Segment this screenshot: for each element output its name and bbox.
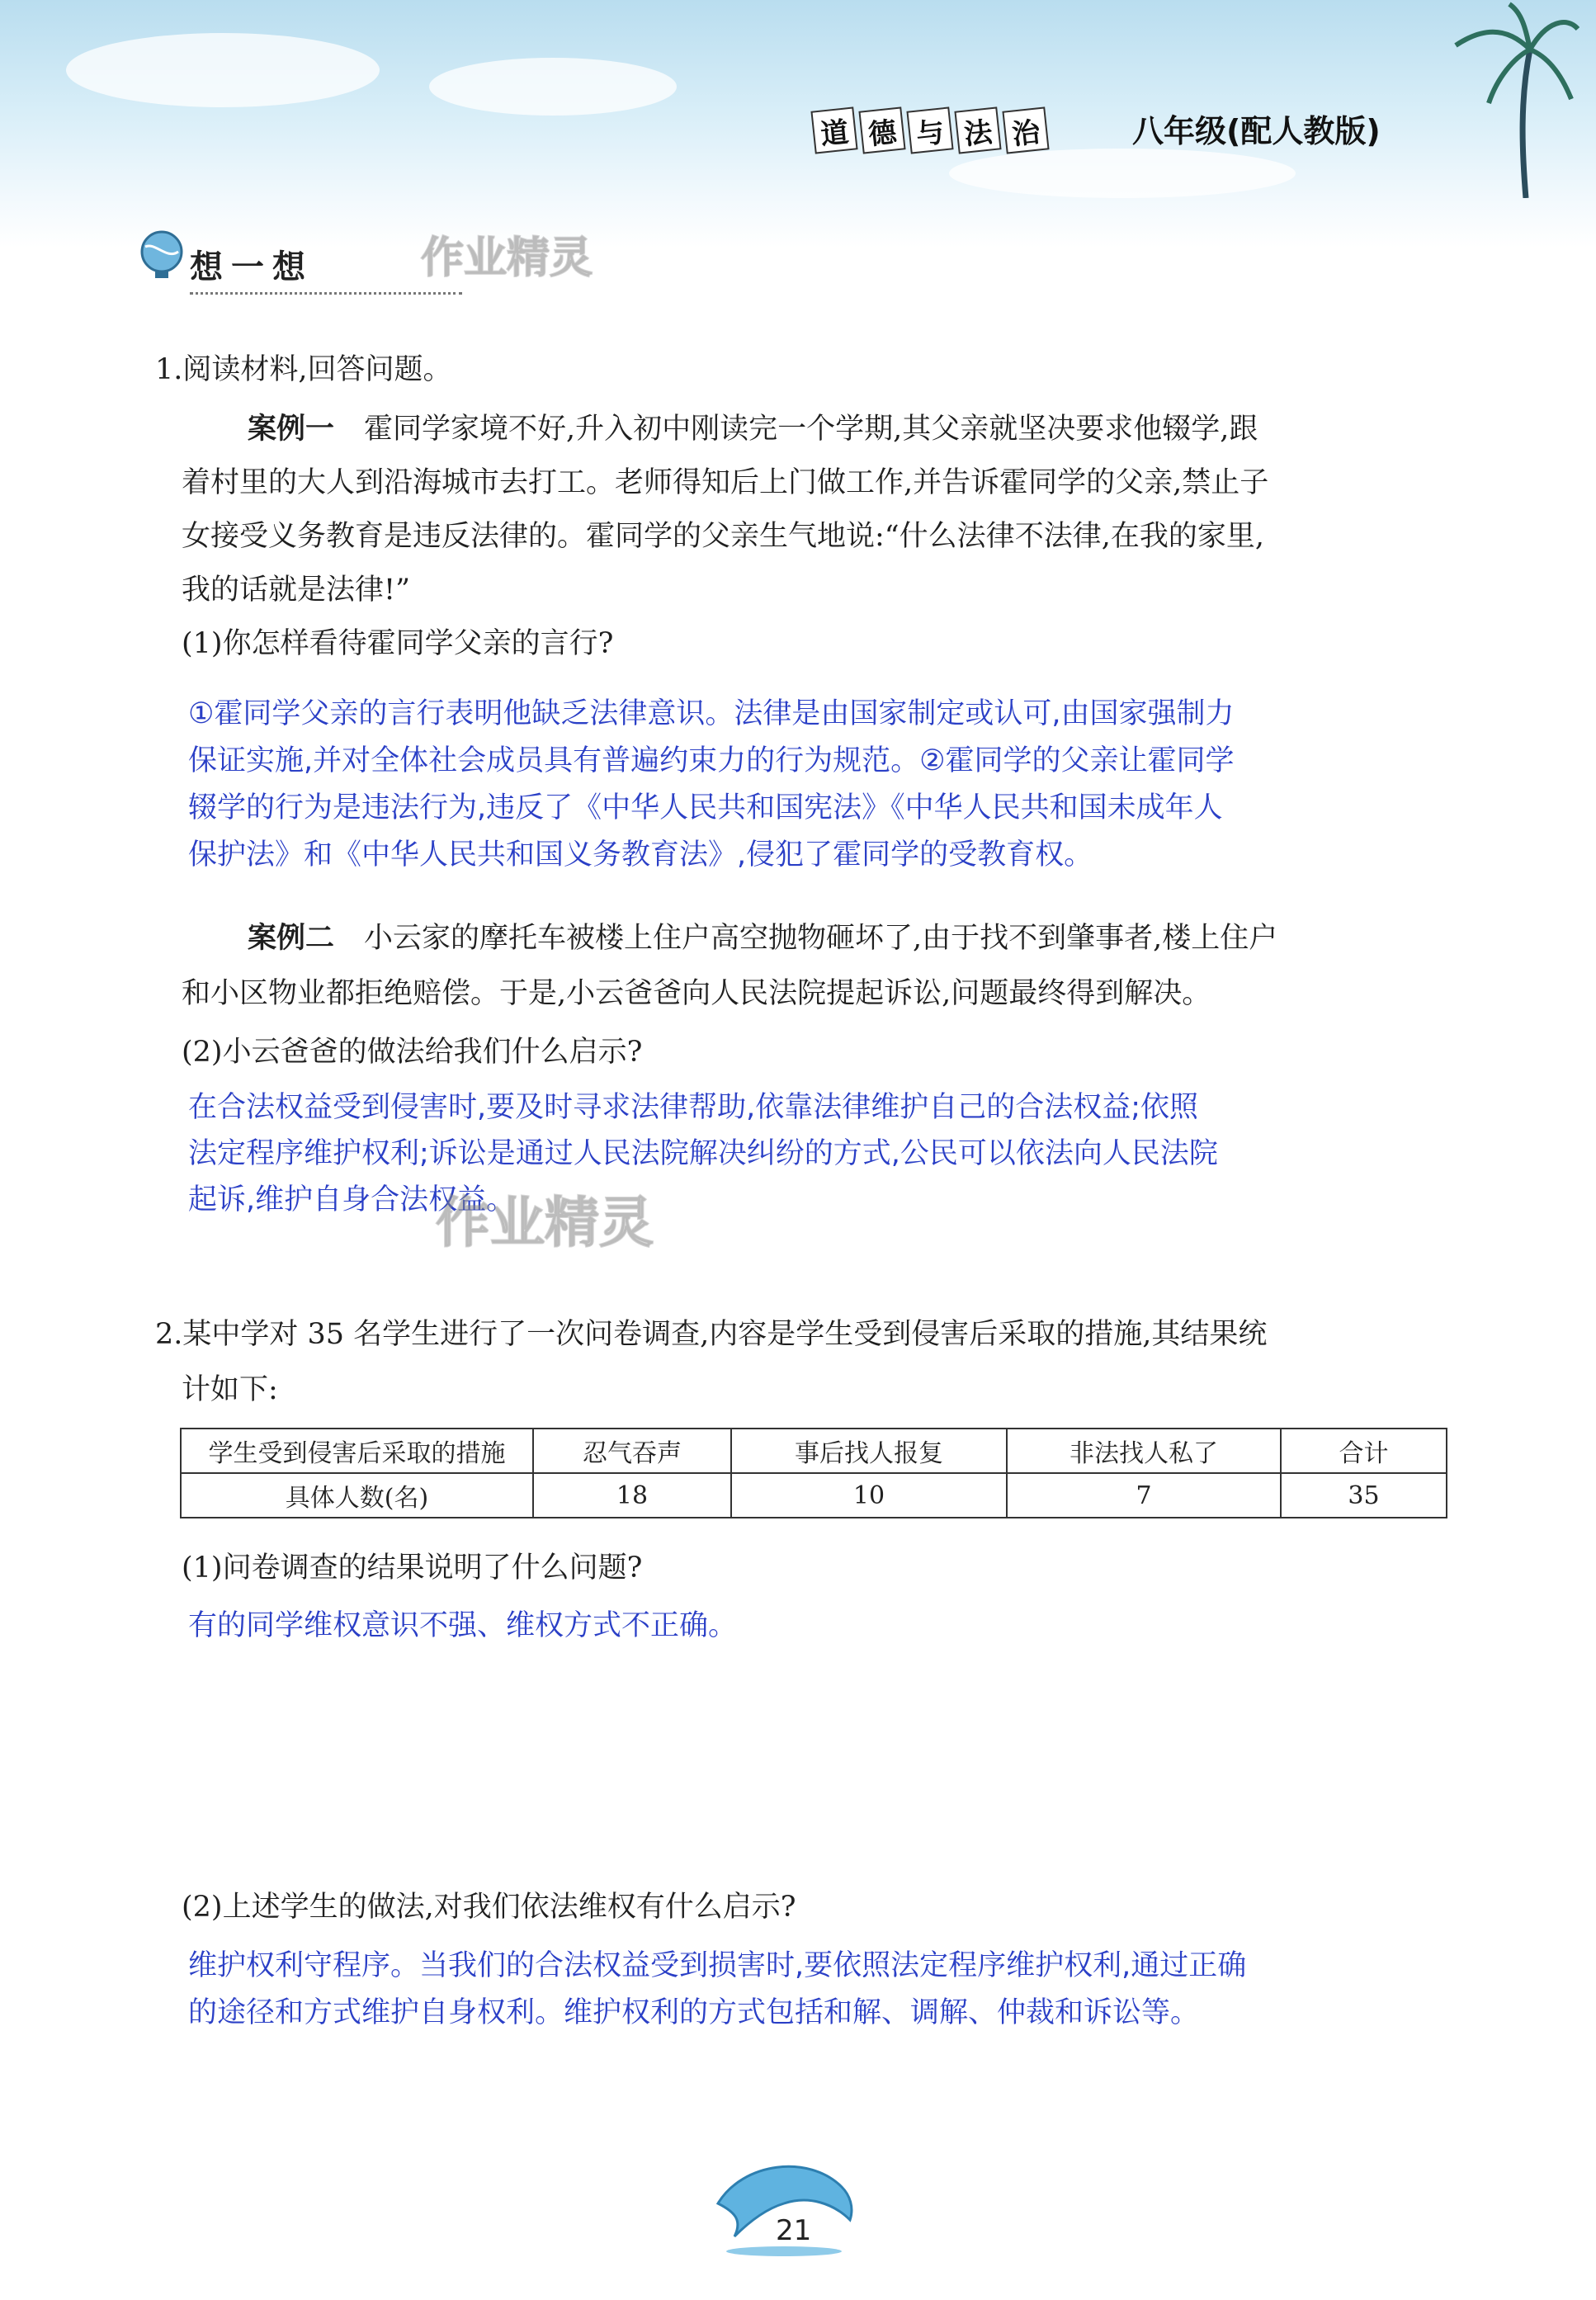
table-header-cell: 学生受到侵害后采取的措施: [181, 1429, 533, 1473]
case-1-line: 着村里的大人到沿海城市去打工。老师得知后上门做工作,并告诉霍同学的父亲,禁止子: [182, 466, 1269, 499]
grade-label: 八年级(配人教版): [1132, 113, 1381, 149]
subquestion-1-2: (2)小云爸爸的做法给我们什么启示?: [182, 1036, 643, 1069]
subquestion-2-1: (1)问卷调查的结果说明了什么问题?: [182, 1551, 643, 1584]
subject-char: 治: [1002, 106, 1049, 153]
answer-line: ①霍同学父亲的言行表明他缺乏法律意识。法律是由国家制定或认可,由国家强制力: [188, 697, 1235, 730]
table-cell: 35: [1281, 1473, 1447, 1518]
case-2-text: 小云家的摩托车被楼上住户高空抛物砸坏了,由于找不到肇事者,楼上住户: [364, 922, 1278, 955]
globe-icon: [134, 227, 190, 283]
survey-table: [180, 1428, 1447, 1518]
table-cell: 10: [731, 1473, 1007, 1518]
answer-line: 保证实施,并对全体社会成员具有普遍约束力的行为规范。②霍同学的父亲让霍同学: [188, 744, 1235, 777]
question-2-prompt: 2.某中学对 35 名学生进行了一次问卷调查,内容是学生受到侵害后采取的措施,其结果统: [155, 1318, 1268, 1351]
table-row: [181, 1473, 1447, 1518]
answer-line: 起诉,维护自身合法权益。: [188, 1183, 516, 1216]
table-cell: 18: [533, 1473, 731, 1518]
subject-char: 与: [906, 106, 953, 153]
answer-line: 有的同学维权意识不强、维权方式不正确。: [188, 1609, 738, 1642]
table-cell: 7: [1007, 1473, 1281, 1518]
subquestion-1-1: (1)你怎样看待霍同学父亲的言行?: [182, 627, 614, 660]
case-2-line: 和小区物业都拒绝赔偿。于是,小云爸爸向人民法院提起诉讼,问题最终得到解决。: [182, 977, 1211, 1010]
answer-line: 在合法权益受到侵害时,要及时寻求法律帮助,依靠法律维护自己的合法权益;依照: [188, 1091, 1199, 1124]
table-header-cell: 忍气吞声: [533, 1429, 731, 1473]
palm-tree-icon: [1447, 0, 1579, 198]
table-header-cell: 合计: [1281, 1429, 1447, 1473]
question-1-prompt: 1.阅读材料,回答问题。: [155, 353, 452, 386]
case-1-text: 霍同学家境不好,升入初中刚读完一个学期,其父亲就坚决要求他辍学,跟: [364, 413, 1258, 446]
section-title: 想一想: [190, 248, 314, 286]
table-cell: 具体人数(名): [181, 1473, 533, 1518]
case-2-line: [248, 922, 1277, 955]
table-header-cell: 非法找人私了: [1007, 1429, 1281, 1473]
cloud-decoration: [949, 149, 1296, 198]
case-1-line: 我的话就是法律!”: [182, 574, 410, 607]
answer-line: 保护法》和《中华人民共和国义务教育法》,侵犯了霍同学的受教育权。: [188, 838, 1093, 871]
answer-line: 的途径和方式维护自身权利。维护权利的方式包括和解、调解、仲裁和诉讼等。: [188, 1996, 1200, 2029]
page-number: 21: [776, 2214, 812, 2247]
subject-char: 道: [810, 106, 857, 153]
watermark: 作业精灵: [421, 234, 593, 283]
cloud-decoration: [66, 33, 380, 107]
subject-char: 德: [858, 106, 905, 153]
watermark: 作业精灵: [436, 1191, 654, 1254]
subject-title: [813, 107, 1047, 153]
case-1-line: 女接受义务教育是违反法律的。霍同学的父亲生气地说:“什么法律不法律,在我的家里,: [182, 520, 1264, 553]
answer-line: 法定程序维护权利;诉讼是通过人民法院解决纠纷的方式,公民可以依法向人民法院: [188, 1137, 1218, 1170]
cloud-decoration: [429, 58, 677, 116]
answer-line: 维护权利守程序。当我们的合法权益受到损害时,要依照法定程序维护权利,通过正确: [188, 1949, 1247, 1982]
divider: [190, 292, 462, 295]
case-1-line: [248, 413, 1258, 446]
answer-line: 辍学的行为是违法行为,违反了《中华人民共和国宪法》《中华人民共和国未成年人: [188, 791, 1223, 824]
table-header-row: [181, 1429, 1447, 1473]
subject-char: 法: [954, 106, 1001, 153]
table-header-cell: 事后找人报复: [731, 1429, 1007, 1473]
subquestion-2-2: (2)上述学生的做法,对我们依法维权有什么启示?: [182, 1891, 796, 1924]
case-2-label: 案例二: [248, 922, 335, 955]
question-2-prompt: 计如下:: [182, 1373, 278, 1406]
case-1-label: 案例一: [248, 413, 335, 446]
